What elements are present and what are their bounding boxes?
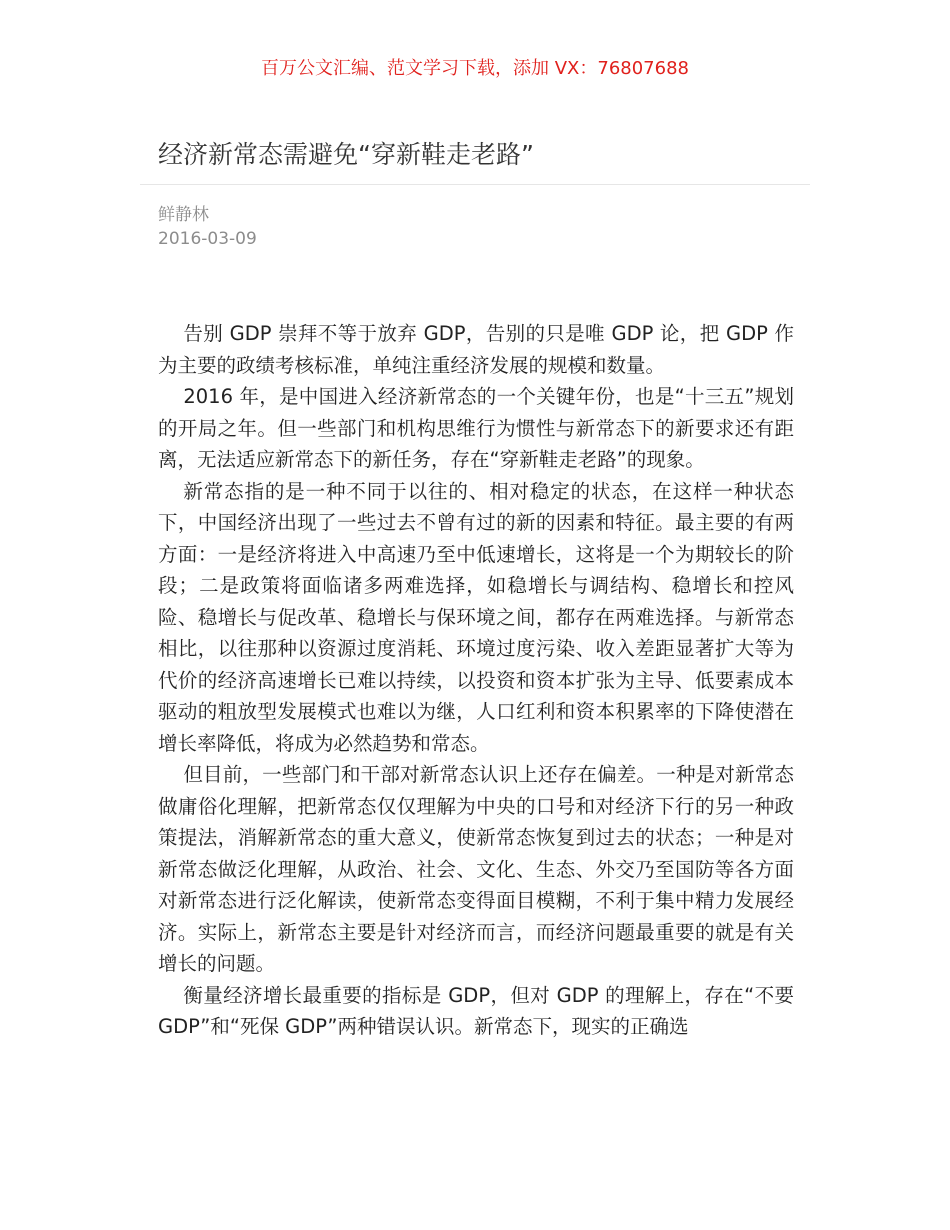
title-divider <box>140 184 810 185</box>
article-body <box>158 318 794 1043</box>
article-date: 2016-03-09 <box>158 229 257 249</box>
article-paragraph: 新常态指的是一种不同于以往的、相对稳定的状态，在这样一种状态下，中国经济出现了一些过去不曾有过的新的因素和特征。最主要的有两方面：一是经济将进入中高速乃至中低速增长，这将是一个为期较长的阶段；二是政策将面临诸多两难选择，如稳增长与调结构、稳增长和控风险、稳增长与促改革、稳增长与保环境之间，都存在两难选择。与新常态相比，以往那种以资源过度消耗、环境过度污染、收入差距显著扩大等为代价的经济高速增长已难以持续，以投资和资本扩张为主导、低要素成本驱动的粗放型发展模式也难以为继，人口红利和资本积累率的下降使潜在增长率降低，将成为必然趋势和常态。 <box>158 479 794 755</box>
article-paragraph: 但目前，一些部门和干部对新常态认识上还存在偏差。一种是对新常态做庸俗化理解，把新常态仅仅理解为中央的口号和对经济下行的另一种政策提法，消解新常态的重大意义，使新常态恢复到过去的状态；一种是对新常态做泛化理解，从政治、社会、文化、生态、外交乃至国防等各方面对新常态进行泛化解读，使新常态变得面目模糊，不利于集中精力发展经济。实际上，新常态主要是针对经济而言，而经济问题最重要的就是有关增长的问题。 <box>158 763 794 975</box>
article-author: 鲜静林 <box>158 205 209 225</box>
watermark-banner: 百万公文汇编、范文学习下载，添加 VX：76807688 <box>261 58 689 79</box>
article-paragraph: 衡量经济增长最重要的指标是 GDP，但对 GDP 的理解上，存在“不要 GDP”和“死保 GDP”两种错误认识。新常态下，现实的正确选 <box>158 983 794 1038</box>
article-title: 经济新常态需避免“穿新鞋走老路” <box>158 140 534 169</box>
article-paragraph: 告别 GDP 崇拜不等于放弃 GDP，告别的只是唯 GDP 论，把 GDP 作为主要的政绩考核标准，单纯注重经济发展的规模和数量。 <box>158 322 794 377</box>
article-paragraph: 2016 年，是中国进入经济新常态的一个关键年份，也是“十三五”规划的开局之年。但一些部门和机构思维行为惯性与新常态下的新要求还有距离，无法适应新常态下的新任务，存在“穿新鞋走老路”的现象。 <box>158 385 794 471</box>
